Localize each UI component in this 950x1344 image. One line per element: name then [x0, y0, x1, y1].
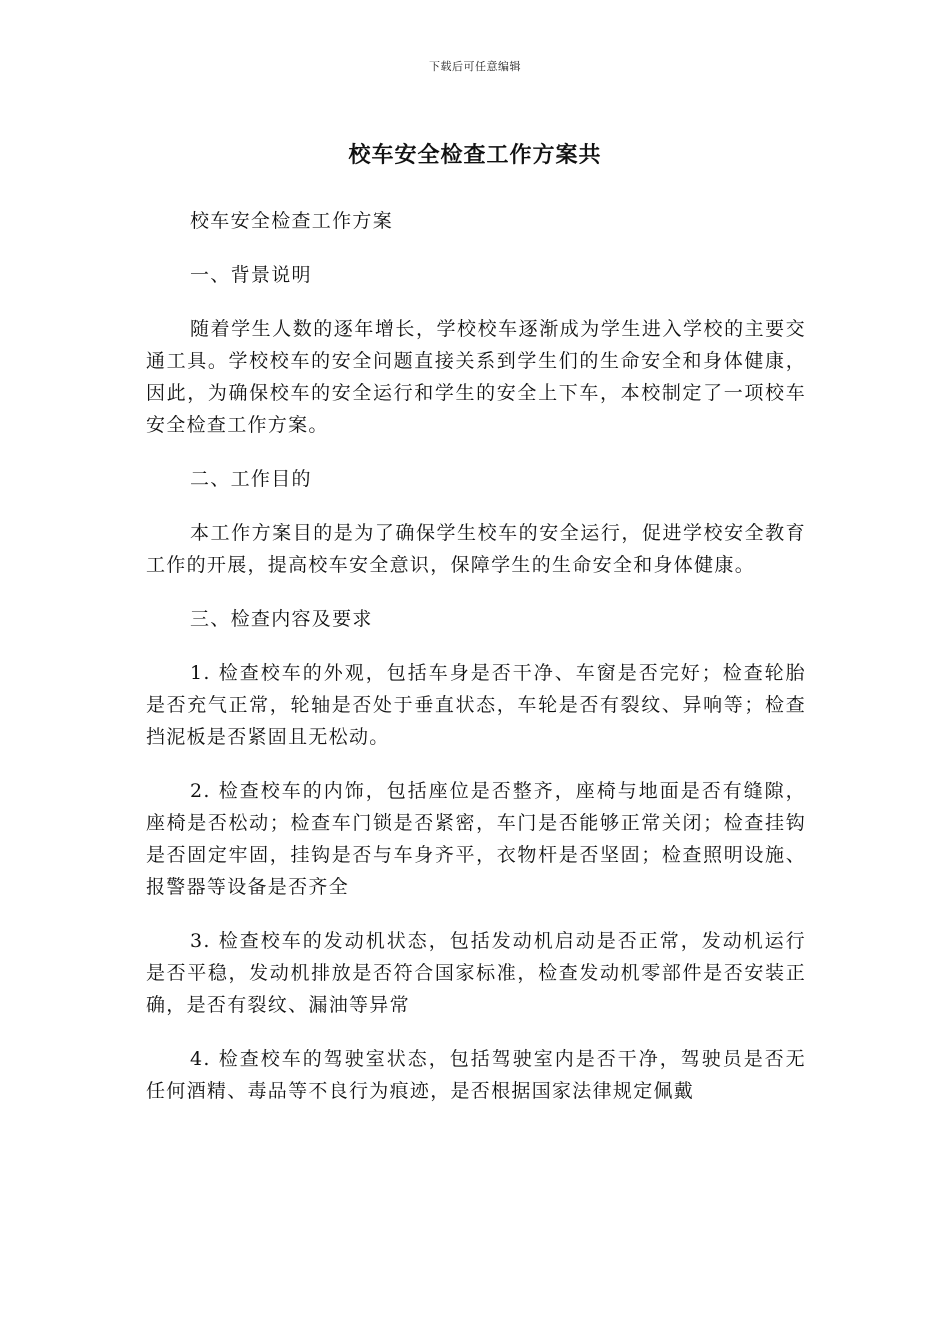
- section-heading-content: 三、检查内容及要求: [190, 608, 373, 630]
- section-heading-background: 一、背景说明: [190, 264, 312, 286]
- document-body: [146, 205, 806, 1129]
- section-heading-goal: 二、工作目的: [190, 468, 312, 490]
- section-text-background: 随着学生人数的逐年增长，学校校车逐渐成为学生进入学校的主要交通工具。学校校车的安全问题直接关系到学生们的生命安全和身体健康，因此，为确保校车的安全运行和学生的安全上下车，本校制定了一项校车安全检查工作方案。: [146, 318, 806, 436]
- section-text-goal: 本工作方案目的是为了确保学生校车的安全运行，促进学校安全教育工作的开展，提高校车安全意识，保障学生的生命安全和身体健康。: [146, 522, 806, 576]
- list-item: 2. 检查校车的内饰，包括座位是否整齐，座椅与地面是否有缝隙，座椅是否松动；检查车门锁是否紧密，车门是否能够正常关闭；检查挂钩是否固定牢固，挂钩是否与车身齐平，衣物杆是否坚固；检查照明设施、报警器等设备是否齐全: [146, 780, 806, 898]
- list-item: 1. 检查校车的外观，包括车身是否干净、车窗是否完好；检查轮胎是否充气正常，轮轴是否处于垂直状态，车轮是否有裂纹、异响等；检查挡泥板是否紧固且无松动。: [146, 662, 806, 748]
- header-note: 下载后可任意编辑: [429, 60, 521, 73]
- document-subtitle: 校车安全检查工作方案: [190, 210, 394, 232]
- document-title: 校车安全检查工作方案共: [348, 143, 602, 168]
- list-item: 4. 检查校车的驾驶室状态，包括驾驶室内是否干净，驾驶员是否无任何酒精、毒品等不良行为痕迹，是否根据国家法律规定佩戴: [146, 1048, 806, 1102]
- list-item: 3. 检查校车的发动机状态，包括发动机启动是否正常，发动机运行是否平稳，发动机排放是否符合国家标准，检查发动机零部件是否安装正确，是否有裂纹、漏油等异常: [146, 930, 806, 1016]
